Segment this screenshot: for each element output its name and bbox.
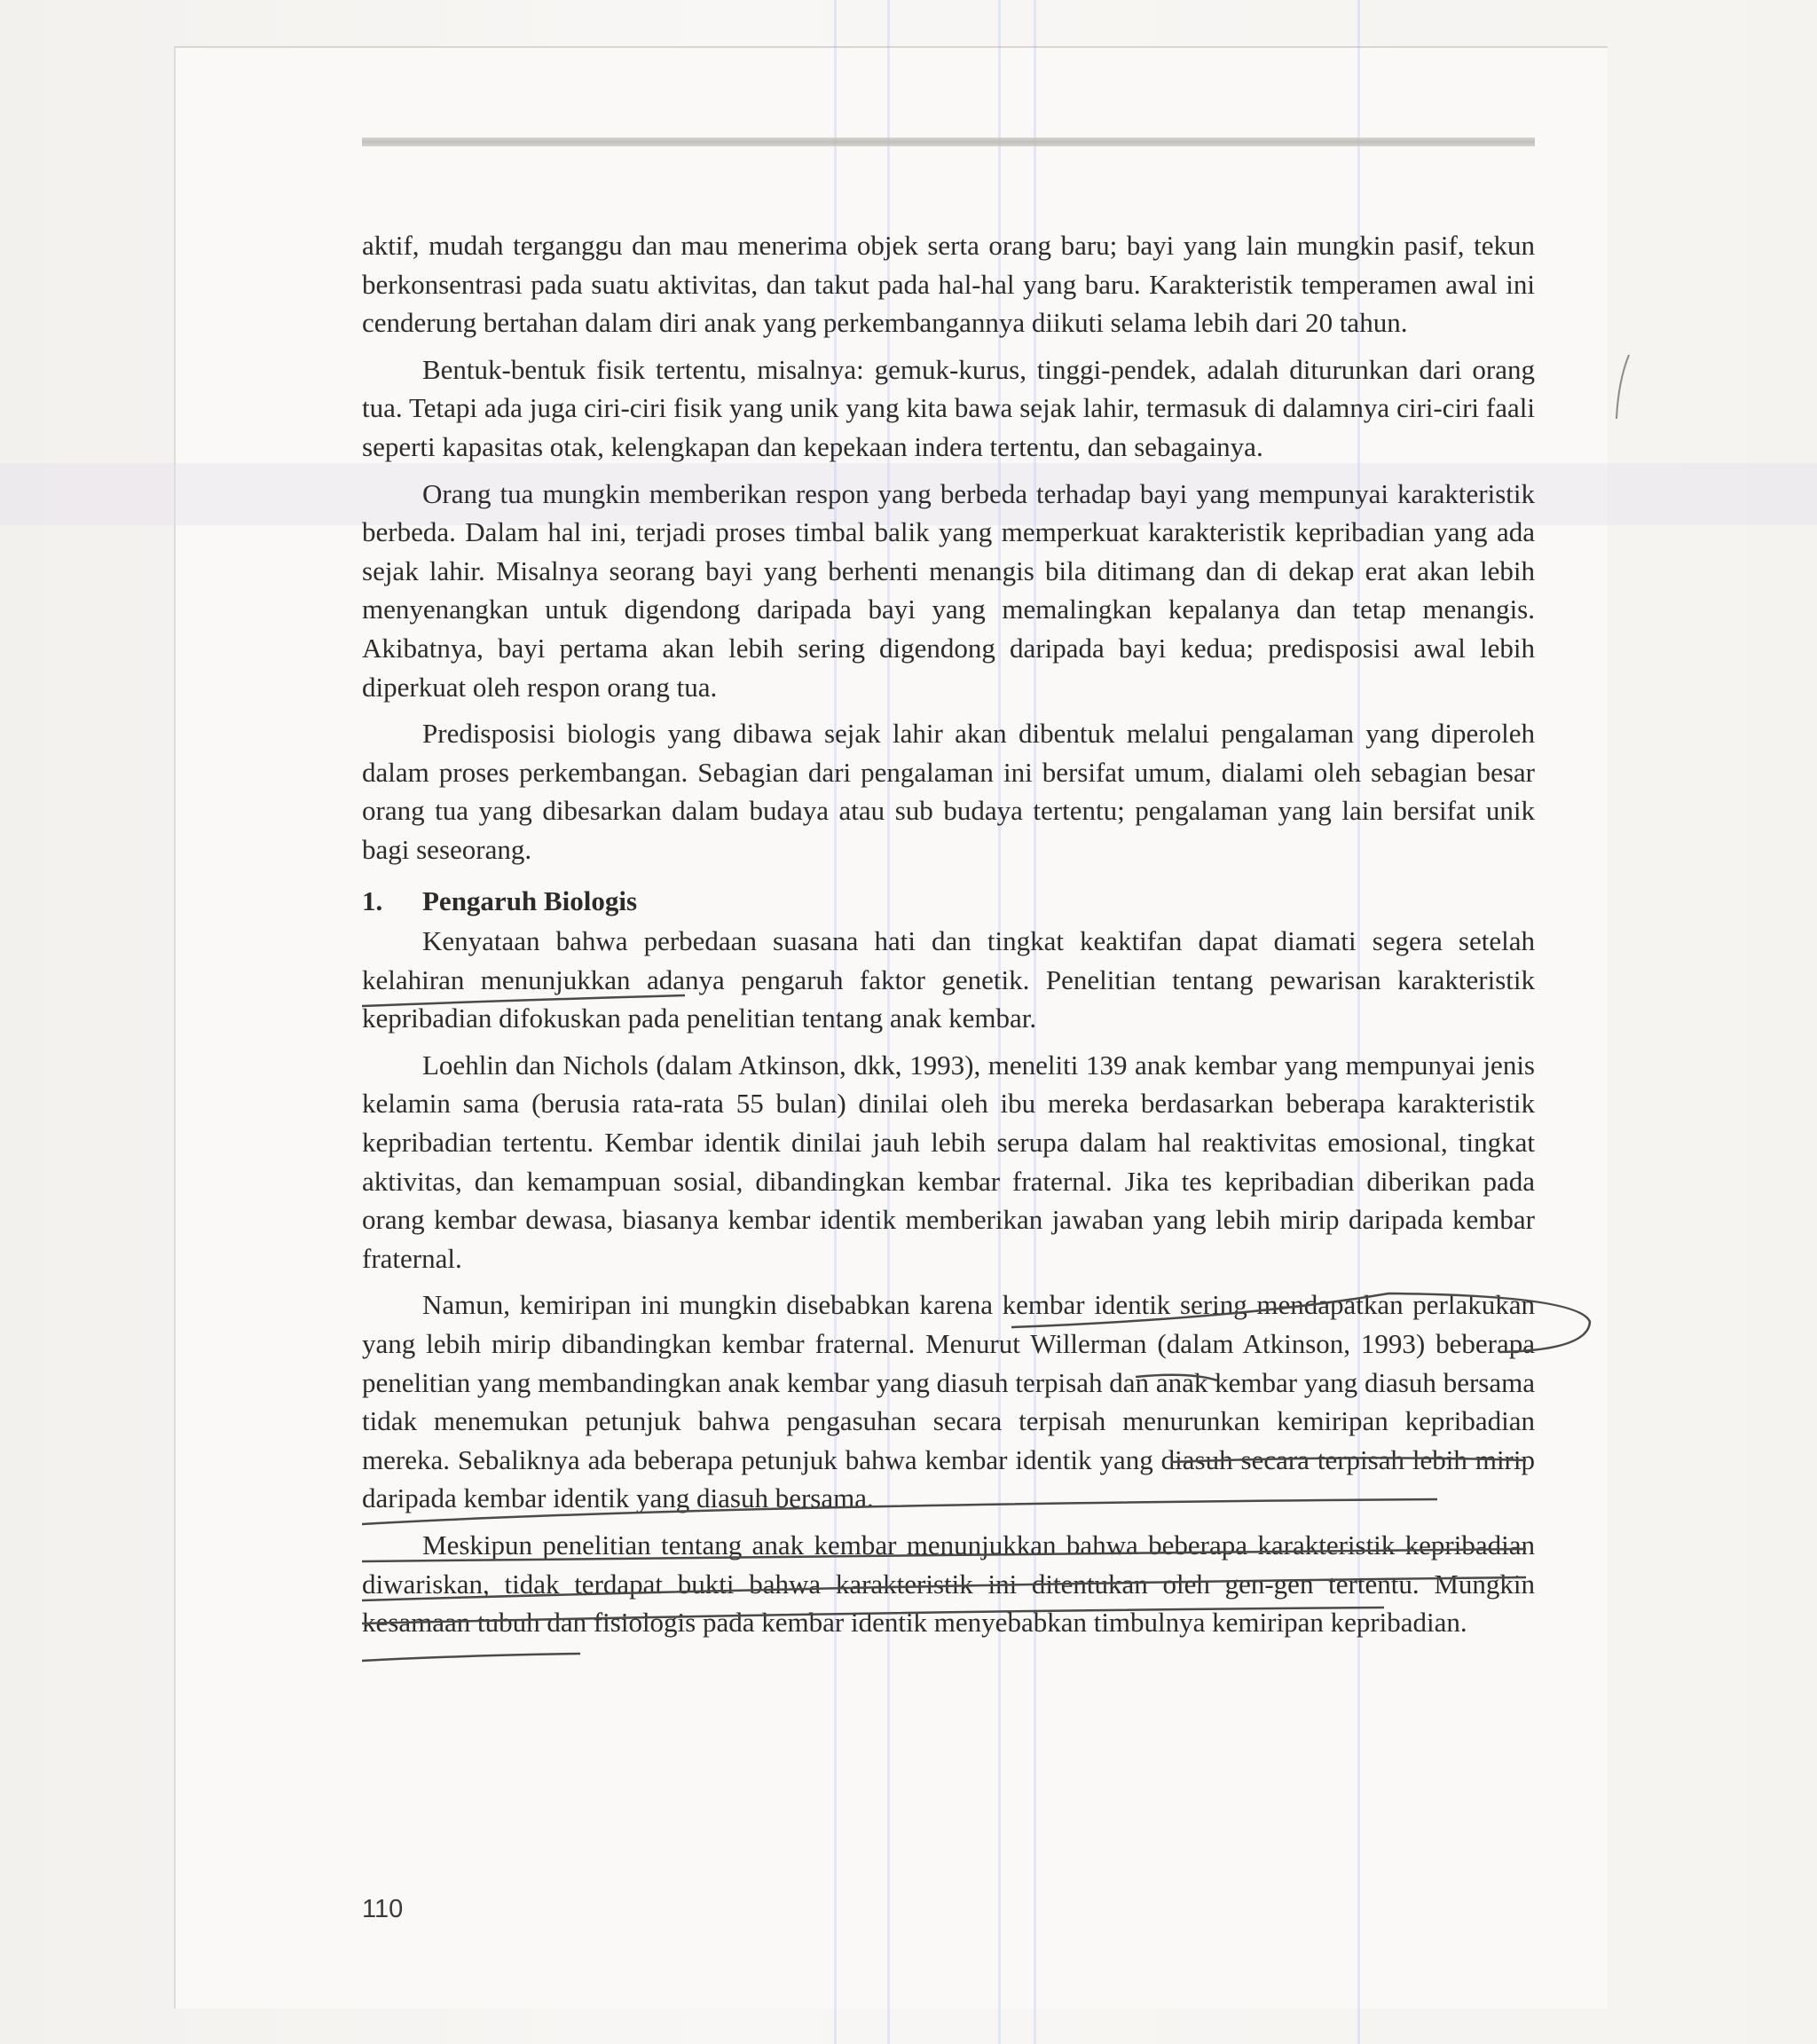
page-number: 110 (362, 1895, 404, 1923)
paragraph: Bentuk-bentuk fisik tertentu, misalnya: gemuk-kurus, tinggi-pendek, adalah diturunkan dari orang tua. Tetapi ada juga ciri-ciri fisik yang unik yang kita bawa sejak lahir, termasuk di dalamnya ciri-ciri faali seperti kapasitas otak, kelengkapan dan kepekaan indera tertentu, dan sebagainya. (362, 353, 1535, 462)
section-title: Pengaruh Biologis (422, 884, 638, 916)
paragraph: Predisposisi biologis yang dibawa sejak lahir akan dibentuk melalui pengalaman yang diperoleh dalam proses perkembangan. Sebagian dari pengalaman ini bersifat umum, dialami oleh sebagian besar orang tua yang dibesarkan dalam budaya atau sub budaya tertentu; pengalaman yang lain bersifat unik bagi seseorang. (362, 718, 1535, 865)
paragraph: Kenyataan bahwa perbedaan suasana hati dan tingkat keaktifan dapat diamati segera setelah kelahiran menunjukkan adanya pengaruh faktor genetik. Penelitian tentang pewarisan karakteristik kepribadian difokuskan pada penelitian tentang anak kembar. (362, 925, 1535, 1034)
margin-pen-mark (1616, 355, 1629, 419)
section-number: 1. (362, 884, 383, 916)
section-heading (362, 882, 1535, 921)
paragraph: aktif, mudah terganggu dan mau menerima objek serta orang baru; bayi yang lain mungkin pasif, tekun berkonsentrasi pada suatu aktivitas, dan takut pada hal-hal yang baru. Karakteristik temperamen awal ini cenderung bertahan dalam diri anak yang perkembangannya diikuti selama lebih dari 20 tahun. (362, 230, 1535, 339)
paragraph: Meskipun penelitian tentang anak kembar menunjukkan bahwa beberapa karakteristik kepribadian diwariskan, tidak terdapat bukti bahwa karakteristik ini ditentukan oleh gen-gen tertentu. Mungkin kesamaan tubuh dan fisiologis pada kembar identik menyebabkan timbulnya kemiripan kepribadian. (362, 1529, 1535, 1639)
body-text (362, 226, 1535, 1650)
header-rule (362, 138, 1535, 146)
paragraph: Loehlin dan Nichols (dalam Atkinson, dkk, 1993), meneliti 139 anak kembar yang mempunyai jenis kelamin sama (berusia rata-rata 55 bulan) dinilai oleh ibu mereka berdasarkan beberapa karakteristik kepribadian tertentu. Kembar identik dinilai jauh lebih serupa dalam hal reaktivitas emosional, tingkat aktivitas, dan kemampuan sosial, dibandingkan kembar fraternal. Jika tes kepribadian diberikan pada orang kembar dewasa, biasanya kembar identik memberikan jawaban yang lebih mirip daripada kembar fraternal. (362, 1049, 1535, 1274)
paragraph: Namun, kemiripan ini mungkin disebabkan karena kembar identik sering mendapatkan perlakukan yang lebih mirip dibandingkan kembar fraternal. Menurut Willerman (dalam Atkinson, 1993) beberapa penelitian yang membandingkan anak kembar yang diasuh terpisah dan anak kembar yang diasuh bersama tidak menemukan petunjuk bahwa pengasuhan secara terpisah menurunkan kemiripan kepribadian mereka. Sebaliknya ada beberapa petunjuk bahwa kembar identik yang diasuh secara terpisah lebih mirip daripada kembar identik yang diasuh bersama. (362, 1289, 1535, 1514)
paragraph: Orang tua mungkin memberikan respon yang berbeda terhadap bayi yang mempunyai karakteristik berbeda. Dalam hal ini, terjadi proses timbal balik yang memperkuat karakteristik kepribadian yang ada sejak lahir. Misalnya seorang bayi yang berhenti menangis bila ditimang dan di dekap erat akan lebih menyenangkan untuk digendong daripada bayi yang memalingkan kepalanya dan tetap menangis. Akibatnya, bayi pertama akan lebih sering digendong daripada bayi kedua; predisposisi awal lebih diperkuat oleh respon orang tua. (362, 477, 1535, 703)
